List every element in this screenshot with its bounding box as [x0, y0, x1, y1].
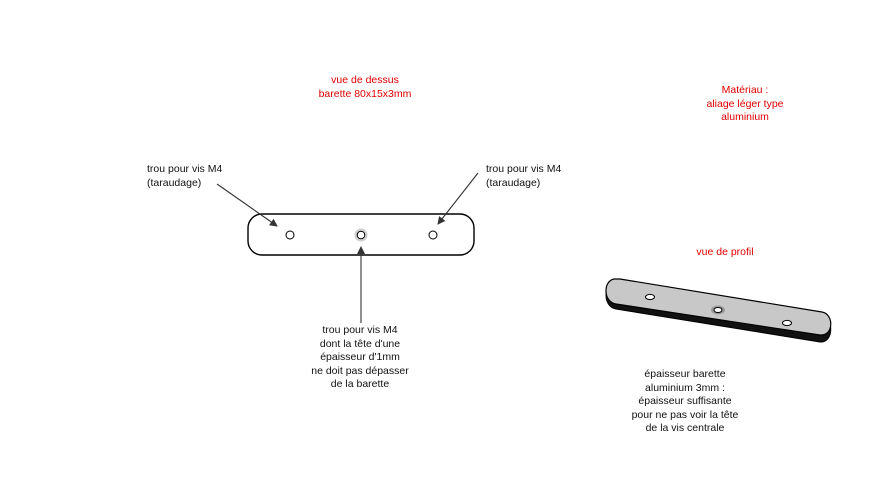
thickness-note-line-3: épaisseur suffisante [638, 395, 732, 407]
center-hole-label-line-3: épaisseur d'1mm [320, 351, 400, 363]
left-hole-arrow [217, 184, 277, 226]
material-note-line-3: aluminium [721, 111, 769, 123]
left-hole-label-line-2: (taraudage) [147, 176, 202, 189]
center-hole-label-line-4: ne doit pas dépasser [311, 364, 409, 377]
right-hole-label-line-2: (taraudage) [486, 176, 541, 189]
top-view-left-hole [286, 231, 294, 239]
profile-right-hole [783, 320, 792, 325]
center-hole-label-line-5: de la barette [330, 378, 390, 390]
profile-view-bar [606, 279, 831, 342]
thickness-note-line-1: épaisseur barette [644, 368, 726, 380]
top-view-title-line-1: vue de dessus [331, 74, 399, 86]
profile-view-title: vue de profil [696, 246, 754, 258]
material-note-line-1: Matériau : [721, 84, 769, 96]
center-hole-label-line-1: trou pour vis M4 [322, 324, 398, 336]
center-hole-label-line-2: dont la tête d'une [319, 337, 401, 350]
right-hole-label-line-1: trou pour vis M4 [486, 163, 562, 175]
top-view-center-hole [357, 231, 365, 239]
left-hole-label-line-1: trou pour vis M4 [147, 163, 223, 175]
top-view-right-hole [429, 231, 437, 239]
thickness-note-line-5: de la vis centrale [645, 422, 725, 434]
top-view-title-line-2: barette 80x15x3mm [318, 87, 412, 100]
thickness-note-line-2: aluminium 3mm : [645, 381, 725, 394]
thickness-note-line-4: pour ne pas voir la tête [631, 408, 739, 421]
profile-left-hole [646, 294, 655, 299]
profile-center-hole [714, 308, 722, 313]
material-note-line-2: aliage léger type [706, 97, 784, 110]
